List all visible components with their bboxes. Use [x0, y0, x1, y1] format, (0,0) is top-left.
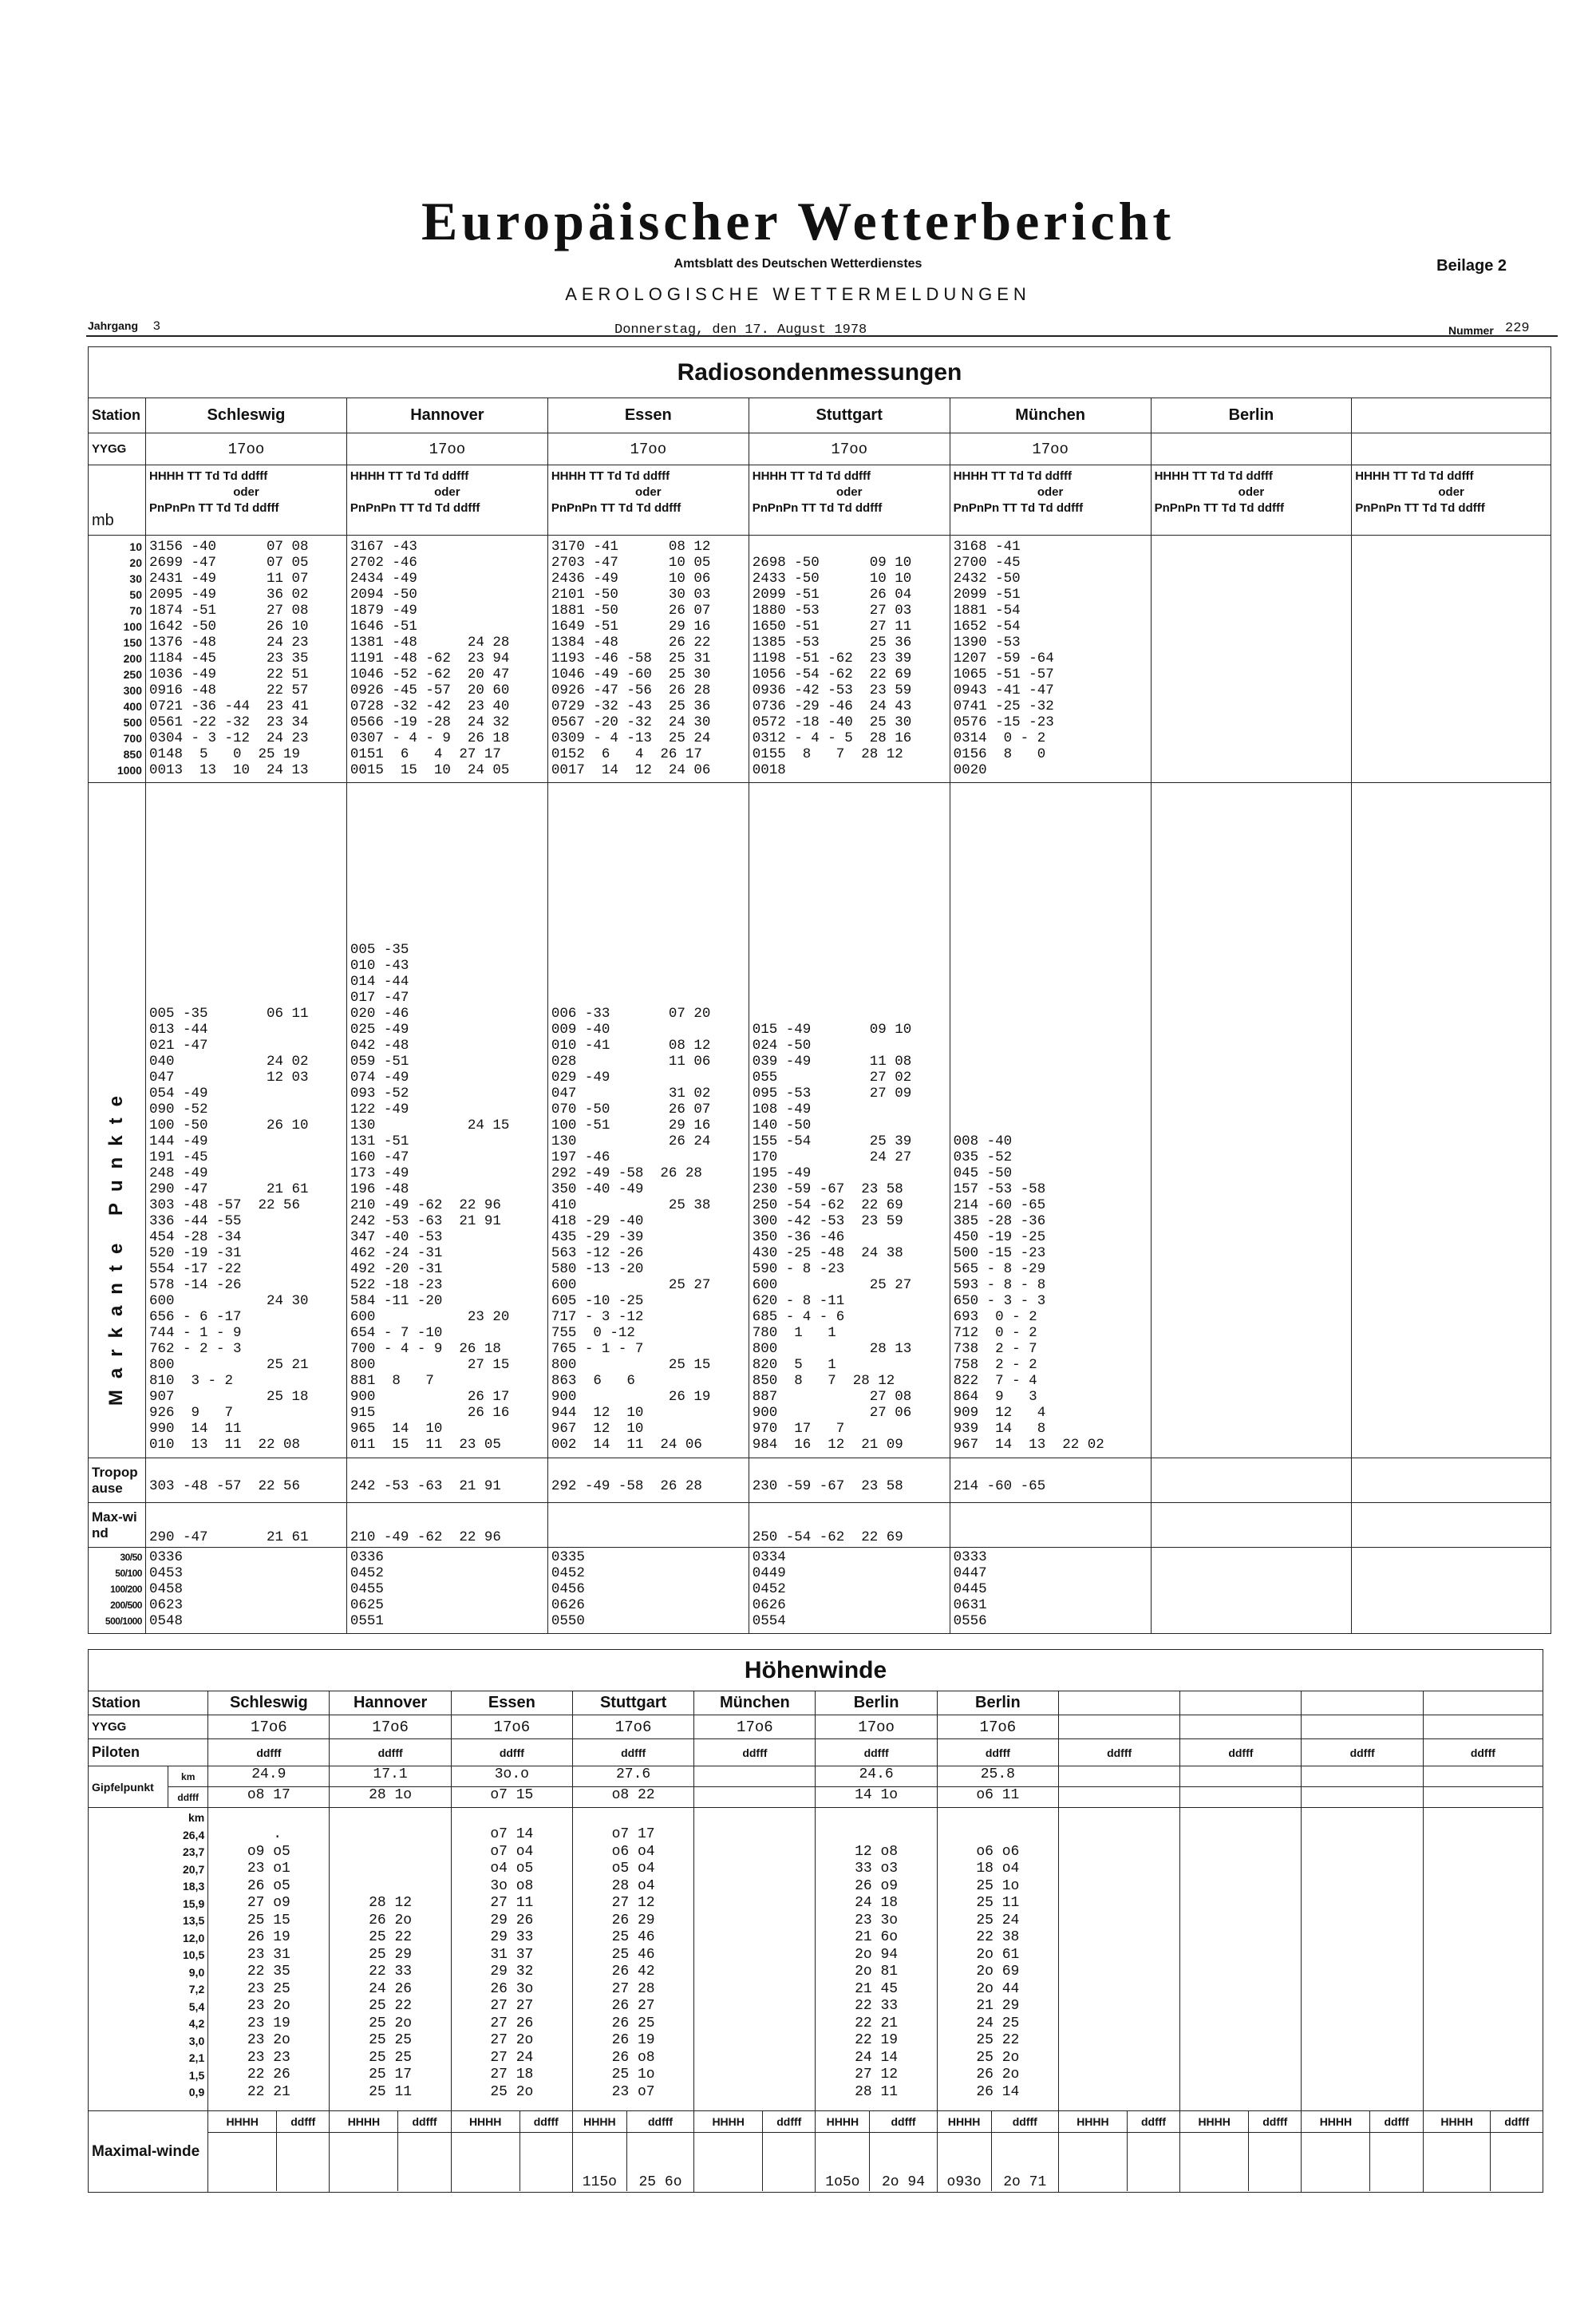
mb-level: 400 — [123, 700, 142, 713]
header-oder: oder — [233, 485, 259, 499]
max-ddfff: 25 6o — [626, 2132, 693, 2191]
hhhh-label: HHHH — [694, 2111, 762, 2132]
ddfff-header: ddfff — [208, 1739, 330, 1766]
hw-column-data — [1058, 1808, 1179, 2111]
markante-punkte-label-cell — [89, 783, 146, 1458]
maxwind-data: 210 -49 -62 22 96 — [346, 1503, 547, 1548]
tropopause-data: 242 -53 -63 21 91 — [346, 1458, 547, 1503]
gipfel-ddfff: o8 17 — [208, 1787, 330, 1808]
mb-level: 10 — [129, 540, 142, 553]
hw-station-name: Hannover — [330, 1691, 451, 1715]
station-name: Hannover — [346, 398, 547, 433]
maxwind-cell — [451, 2111, 572, 2193]
hw-yygg-value: 17oo — [816, 1715, 937, 1739]
nummer-label: Nummer — [1448, 324, 1494, 337]
max-hhhh — [1424, 2132, 1491, 2191]
markante-punkte-data: 008 -40 035 -52 045 -50 157 -53 -58 214 -60 -65 385 -28 -36 450 -19 -25 500 -15 -23 565 - 8 -29 593 - 8 - 8 650 - 3 - 3 693 0 - 2 712 0 - 2 738 2 - 7 758 2 - 2 822 7 - 4 864 9 3 909 12 4 939 14 8 967 14 13 22 02 — [950, 783, 1151, 1458]
hhhh-label: HHHH — [1302, 2111, 1369, 2132]
hw-column-data: . o9 o5 23 o1 26 o5 27 o9 25 15 26 19 23 31 22 35 23 25 23 2o 23 19 23 2o 23 23 22 26 22 21 — [208, 1808, 330, 2111]
hw-column-data: o7 17 o6 o4 o5 o4 28 o4 27 12 26 29 25 46 25 46 26 42 27 28 26 27 26 25 26 19 26 o8 25 1o 23 o7 — [572, 1808, 693, 2111]
maxwind-cell — [330, 2111, 451, 2193]
standard-levels-data: 2698 -50 09 10 2433 -50 10 10 2099 -51 26 04 1880 -53 27 03 1650 -51 27 11 1385 -53 25 36 1198 -51 -62 23 39 1056 -54 -62 22 69 0936 -42 -53 23 59 0736 -29 -46 24 43 0572 -18 -40 25 30 0312 - 4 - 5 28 16 0155 8 7 28 12 0018 — [749, 536, 950, 783]
tropopause-data: 292 -49 -58 26 28 — [547, 1458, 749, 1503]
maxwind-cell — [816, 2111, 937, 2193]
hw-yygg-value: 17o6 — [330, 1715, 451, 1739]
ddfff-label: ddfff — [1249, 2111, 1302, 2132]
yygg-value: 17oo — [547, 433, 749, 465]
gipfel-km-label: km — [168, 1766, 208, 1787]
hw-column-data: 28 12 26 2o 25 22 25 29 22 33 24 26 25 22 25 2o 25 25 25 25 25 17 25 11 — [330, 1808, 451, 2111]
section-title: AEROLOGISCHE WETTERMELDUNGEN — [565, 284, 1031, 304]
header-oder: oder — [836, 485, 863, 499]
maxwind-data — [1352, 1503, 1551, 1548]
ddfff-label: ddfff — [1370, 2111, 1423, 2132]
ddfff-label: ddfff — [277, 2111, 330, 2132]
station-name — [1352, 398, 1551, 433]
yygg-value — [1151, 433, 1352, 465]
gipfel-ddfff — [1302, 1787, 1423, 1808]
hw-station-name — [1180, 1691, 1302, 1715]
hw-yygg-value — [1058, 1715, 1179, 1739]
mb-level: 200 — [123, 652, 142, 665]
tropopause-data — [1151, 1458, 1352, 1503]
radiosonde-table — [88, 346, 1551, 1634]
jahrgang-label: Jahrgang — [88, 319, 139, 332]
hhhh-label: HHHH — [1059, 2111, 1127, 2132]
layer-data: 0335 0452 0456 0626 0550 — [547, 1548, 749, 1634]
maxwind-data — [950, 1503, 1151, 1548]
maxwind-subtable — [1059, 2111, 1179, 2191]
jahrgang-value: 3 — [152, 319, 161, 334]
ddfff-header: ddfff — [572, 1739, 693, 1766]
gipfel-ddfff — [694, 1787, 816, 1808]
ddfff-label: ddfff — [991, 2111, 1058, 2132]
maxwind-subtable — [1302, 2111, 1422, 2191]
standard-levels-data — [1151, 536, 1352, 783]
maxwind-label: Max-wind — [89, 1503, 146, 1548]
maxwind-data — [1151, 1503, 1352, 1548]
ddfff-header: ddfff — [1302, 1739, 1423, 1766]
beilage-label: Beilage 2 — [1436, 257, 1507, 275]
header-line: PnPnPn TT Td Td ddfff — [752, 501, 883, 515]
max-ddfff: 2o 71 — [991, 2132, 1058, 2191]
max-ddfff — [1370, 2132, 1423, 2191]
maxwind-subtable — [1180, 2111, 1301, 2191]
column-header — [145, 465, 346, 536]
hw-station-name: Schleswig — [208, 1691, 330, 1715]
layer-label: 50/100 — [115, 1568, 142, 1579]
gipfel-km — [1423, 1766, 1543, 1787]
maxwind-subtable — [694, 2111, 815, 2191]
ddfff-label: ddfff — [1127, 2111, 1179, 2132]
hhhh-label: HHHH — [330, 2111, 397, 2132]
standard-levels-data: 3156 -40 07 08 2699 -47 07 05 2431 -49 11 07 2095 -49 36 02 1874 -51 27 08 1642 -50 26 10 1376 -48 24 23 1184 -45 23 35 1036 -49 22 51 0916 -48 22 57 0721 -36 -44 23 41 0561 -22 -32 23 34 0304 - 3 -12 24 23 0148 5 0 25 19 0013 13 10 24 13 — [145, 536, 346, 783]
header-line: PnPnPn TT Td Td ddfff — [350, 501, 480, 515]
gipfel-km: 24.9 — [208, 1766, 330, 1787]
header-line: PnPnPn TT Td Td ddfff — [551, 501, 681, 515]
gipfel-km: 24.6 — [816, 1766, 937, 1787]
maxwind-cell — [572, 2111, 693, 2193]
standard-levels-data: 3167 -43 2702 -46 2434 -49 2094 -50 1879 -49 1646 -51 1381 -48 24 28 1191 -48 -62 23 94 1046 -52 -62 20 47 0926 -45 -57 20 60 0728 -32 -42 23 40 0566 -19 -28 24 32 0307 - 4 - 9 26 18 0151 6 4 27 17 0015 15 10 24 05 — [346, 536, 547, 783]
mb-level: 850 — [123, 748, 142, 761]
hw-yygg-value: 17o6 — [572, 1715, 693, 1739]
gipfel-ddfff-label: ddfff — [168, 1787, 208, 1808]
hw-yygg-value: 17o6 — [937, 1715, 1058, 1739]
gipfelpunkt-label: Gipfelpunkt — [89, 1766, 168, 1808]
max-ddfff — [398, 2132, 451, 2191]
maxwind-subtable — [816, 2111, 936, 2191]
gipfel-km: 27.6 — [572, 1766, 693, 1787]
maximalwinde-label: Maximal-winde — [89, 2111, 208, 2193]
hw-station-name — [1423, 1691, 1543, 1715]
maxwind-cell — [1180, 2111, 1302, 2193]
hw-station-name: Stuttgart — [572, 1691, 693, 1715]
max-hhhh — [208, 2132, 276, 2191]
mb-level: 30 — [129, 572, 142, 585]
maxwind-cell — [1058, 2111, 1179, 2193]
markante-punkte-data: 005 -35 010 -43 014 -44 017 -47 020 -46 025 -49 042 -48 059 -51 074 -49 093 -52 122 -49 130 24 15 131 -51 160 -47 173 -49 196 -48 210 -49 -62 22 96 242 -53 -63 21 91 347 -40 -53 462 -24 -31 492 -20 -31 522 -18 -23 584 -11 -20 600 23 20 654 - 7 -10 700 - 4 - 9 26 18 800 27 15 881 8 7 900 26 17 915 26 16 965 14 10 011 15 11 23 05 — [346, 783, 547, 1458]
layer-data — [1352, 1548, 1551, 1634]
markante-punkte-data: 006 -33 07 20 009 -40 010 -41 08 12 028 11 06 029 -49 047 31 02 070 -50 26 07 100 -51 29 16 130 26 24 197 -46 292 -49 -58 26 28 350 -40 -49 410 25 38 418 -29 -40 435 -29 -39 563 -12 -26 580 -13 -20 600 25 27 605 -10 -25 717 - 3 -12 755 0 -12 765 - 1 - 7 800 25 15 863 6 6 900 26 19 944 12 10 967 12 10 002 14 11 24 06 — [547, 783, 749, 1458]
header-line: HHHH TT Td Td ddfff — [1355, 469, 1474, 483]
ddfff-header: ddfff — [694, 1739, 816, 1766]
piloten-label: Piloten — [89, 1739, 208, 1766]
station-name: München — [950, 398, 1151, 433]
gipfel-km — [694, 1766, 816, 1787]
max-hhhh: 115o — [573, 2132, 626, 2191]
gipfel-ddfff: 28 1o — [330, 1787, 451, 1808]
yygg-label: YYGG — [89, 433, 146, 465]
yygg-value — [1352, 433, 1551, 465]
gipfel-ddfff: o8 22 — [572, 1787, 693, 1808]
hw-station-name — [1058, 1691, 1179, 1715]
ddfff-label: ddfff — [1491, 2111, 1543, 2132]
max-ddfff — [1491, 2132, 1543, 2191]
km-header: km — [188, 1811, 205, 1824]
hw-column-data — [694, 1808, 816, 2111]
max-ddfff — [277, 2132, 330, 2191]
hhhh-label: HHHH — [1424, 2111, 1491, 2132]
station-name: Schleswig — [145, 398, 346, 433]
max-hhhh — [1059, 2132, 1127, 2191]
maxwind-cell — [937, 2111, 1058, 2193]
mb-level: 300 — [123, 684, 142, 697]
station-name: Berlin — [1151, 398, 1352, 433]
header-line: PnPnPn TT Td Td ddfff — [1154, 501, 1285, 515]
ddfff-label: ddfff — [519, 2111, 572, 2132]
ddfff-label: ddfff — [398, 2111, 451, 2132]
gipfel-ddfff — [1423, 1787, 1543, 1808]
hw-column-data — [1302, 1808, 1423, 2111]
layer-labels — [89, 1548, 146, 1634]
layer-data: 0334 0449 0452 0626 0554 — [749, 1548, 950, 1634]
yygg-value: 17oo — [145, 433, 346, 465]
jahrgang-row — [88, 319, 160, 334]
header-line: PnPnPn TT Td Td ddfff — [953, 501, 1084, 515]
max-hhhh — [452, 2132, 519, 2191]
mb-level: 500 — [123, 716, 142, 729]
hw-column-data: 12 o8 33 o3 26 o9 24 18 23 3o 21 6o 2o 94 2o 81 21 45 22 33 22 21 22 19 24 14 27 12 28 11 — [816, 1808, 937, 2111]
layer-data — [1151, 1548, 1352, 1634]
header-oder: oder — [1438, 485, 1464, 499]
nummer-value: 229 — [1505, 321, 1530, 336]
km-level-list: 26,4 23,7 20,7 18,3 15,9 13,5 12,0 10,5 9,0 7,2 5,4 4,2 3,0 2,1 1,5 0,9 — [182, 1828, 205, 2098]
ddfff-header: ddfff — [1423, 1739, 1543, 1766]
gipfel-km — [1302, 1766, 1423, 1787]
tropopause-data: 303 -48 -57 22 56 — [145, 1458, 346, 1503]
header-line: HHHH TT Td Td ddfff — [350, 469, 469, 483]
markante-punkte-label: Markante Punkte — [105, 1084, 128, 1406]
maxwind-subtable — [208, 2111, 329, 2191]
mb-level: 700 — [123, 732, 142, 745]
max-ddfff — [1249, 2132, 1302, 2191]
gipfel-km: 3o.o — [451, 1766, 572, 1787]
ddfff-label: ddfff — [870, 2111, 937, 2132]
column-header — [346, 465, 547, 536]
maxwind-cell — [1302, 2111, 1423, 2193]
gipfel-km: 25.8 — [937, 1766, 1058, 1787]
maxwind-subtable — [330, 2111, 450, 2191]
maxwind-data: 290 -47 21 61 — [145, 1503, 346, 1548]
layer-data: 0336 0452 0455 0625 0551 — [346, 1548, 547, 1634]
max-hhhh — [1302, 2132, 1369, 2191]
gipfel-ddfff: o6 11 — [937, 1787, 1058, 1808]
hw-station-name: Essen — [451, 1691, 572, 1715]
mb-label: mb — [89, 465, 146, 536]
header-oder: oder — [1238, 485, 1265, 499]
hhhh-label: HHHH — [938, 2111, 991, 2132]
ddfff-header: ddfff — [1180, 1739, 1302, 1766]
markante-punkte-data — [1352, 783, 1551, 1458]
header-line: HHHH TT Td Td ddfff — [752, 469, 871, 483]
hhhh-label: HHHH — [816, 2111, 869, 2132]
gipfel-km — [1058, 1766, 1179, 1787]
markante-punkte-data: 005 -35 06 11 013 -44 021 -47 040 24 02 047 12 03 054 -49 090 -52 100 -50 26 10 144 -49 191 -45 248 -49 290 -47 21 61 303 -48 -57 22 56 336 -44 -55 454 -28 -34 520 -19 -31 554 -17 -22 578 -14 -26 600 24 30 656 - 6 -17 744 - 1 - 9 762 - 2 - 3 800 25 21 810 3 - 2 907 25 18 926 9 7 990 14 11 010 13 11 22 08 — [145, 783, 346, 1458]
header-oder: oder — [1037, 485, 1064, 499]
layer-data: 0333 0447 0445 0631 0556 — [950, 1548, 1151, 1634]
gipfel-ddfff: 14 1o — [816, 1787, 937, 1808]
hhhh-label: HHHH — [1180, 2111, 1248, 2132]
header-line: HHHH TT Td Td ddfff — [1154, 469, 1273, 483]
gipfel-ddfff — [1058, 1787, 1179, 1808]
markante-punkte-data — [1151, 783, 1352, 1458]
layer-label: 100/200 — [110, 1584, 142, 1595]
layer-data: 0336 0453 0458 0623 0548 — [145, 1548, 346, 1634]
max-hhhh: 1o5o — [816, 2132, 869, 2191]
ddfff-label: ddfff — [626, 2111, 693, 2132]
ddfff-header: ddfff — [816, 1739, 937, 1766]
page-title: Europäischer Wetterbericht — [421, 191, 1175, 251]
ddfff-header: ddfff — [1058, 1739, 1179, 1766]
max-hhhh: o93o — [938, 2132, 991, 2191]
hw-station-label: Station — [89, 1691, 208, 1715]
km-levels — [89, 1808, 208, 2111]
header-line: HHHH TT Td Td ddfff — [551, 469, 670, 483]
station-label: Station — [89, 398, 146, 433]
mb-level: 70 — [129, 604, 142, 617]
header-line: PnPnPn TT Td Td ddfff — [148, 501, 279, 515]
hw-station-name: Berlin — [816, 1691, 937, 1715]
yygg-value: 17oo — [749, 433, 950, 465]
markante-punkte-data: 015 -49 09 10 024 -50 039 -49 11 08 055 27 02 095 -53 27 09 108 -49 140 -50 155 -54 25 39 170 24 27 195 -49 230 -59 -67 23 58 250 -54 -62 22 69 300 -42 -53 23 59 350 -36 -46 430 -25 -48 24 38 590 - 8 -23 600 25 27 620 - 8 -11 685 - 4 - 6 780 1 1 800 28 13 820 5 1 850 8 7 28 12 887 27 08 900 27 06 970 17 7 984 16 12 21 09 — [749, 783, 950, 1458]
hw-column-data — [1423, 1808, 1543, 2111]
hoehenwinde-title: Höhenwinde — [89, 1650, 1543, 1691]
max-hhhh — [330, 2132, 397, 2191]
layer-label: 500/1000 — [105, 1616, 142, 1627]
hw-station-name: Berlin — [937, 1691, 1058, 1715]
hw-column-data: o7 14 o7 o4 o4 o5 3o o8 27 11 29 26 29 33 31 37 29 32 26 3o 27 27 27 26 27 2o 27 24 27 18 25 2o — [451, 1808, 572, 2111]
maxwind-subtable — [573, 2111, 693, 2191]
max-ddfff: 2o 94 — [870, 2132, 937, 2191]
mb-level: 150 — [123, 636, 142, 649]
column-header — [1151, 465, 1352, 536]
tropopause-data: 214 -60 -65 — [950, 1458, 1151, 1503]
hw-yygg-label: YYGG — [89, 1715, 208, 1739]
column-header — [950, 465, 1151, 536]
hhhh-label: HHHH — [573, 2111, 626, 2132]
header-line: PnPnPn TT Td Td ddfff — [1355, 501, 1485, 515]
gipfel-km — [1180, 1766, 1302, 1787]
ddfff-label: ddfff — [763, 2111, 816, 2132]
maxwind-data — [547, 1503, 749, 1548]
standard-levels-data — [1352, 536, 1551, 783]
maxwind-subtable — [938, 2111, 1058, 2191]
hw-column-data — [1180, 1808, 1302, 2111]
mb-level: 50 — [129, 588, 142, 601]
yygg-value: 17oo — [346, 433, 547, 465]
hw-yygg-value — [1180, 1715, 1302, 1739]
hw-yygg-value — [1302, 1715, 1423, 1739]
header-oder: oder — [434, 485, 460, 499]
header-line: HHHH TT Td Td ddfff — [953, 469, 1072, 483]
hhhh-label: HHHH — [208, 2111, 276, 2132]
hw-yygg-value: 17o6 — [694, 1715, 816, 1739]
tropopause-data — [1352, 1458, 1551, 1503]
layer-label: 200/500 — [110, 1600, 142, 1611]
max-hhhh — [1180, 2132, 1248, 2191]
subtitle: Amtsblatt des Deutschen Wetterdienstes — [674, 257, 922, 271]
ddfff-header: ddfff — [330, 1739, 451, 1766]
maxwind-cell — [694, 2111, 816, 2193]
standard-levels-data: 3168 -41 2700 -45 2432 -50 2099 -51 1881 -54 1652 -54 1390 -53 1207 -59 -64 1065 -51 -57 0943 -41 -47 0741 -25 -32 0576 -15 -23 0314 0 - 2 0156 8 0 0020 — [950, 536, 1151, 783]
max-ddfff — [519, 2132, 572, 2191]
maxwind-subtable — [1424, 2111, 1543, 2191]
station-name: Essen — [547, 398, 749, 433]
yygg-value: 17oo — [950, 433, 1151, 465]
hoehenwinde-table — [88, 1649, 1543, 2193]
max-ddfff — [1127, 2132, 1179, 2191]
tropopause-label: Tropopause — [89, 1458, 146, 1503]
standard-levels-data: 3170 -41 08 12 2703 -47 10 05 2436 -49 10 06 2101 -50 30 03 1881 -50 26 07 1649 -51 29 16 1384 -48 26 22 1193 -46 -58 25 31 1046 -49 -60 25 30 0926 -47 -56 26 28 0729 -32 -43 25 36 0567 -20 -32 24 30 0309 - 4 -13 25 24 0152 6 4 26 17 0017 14 12 24 06 — [547, 536, 749, 783]
header-line: HHHH TT Td Td ddfff — [148, 469, 268, 483]
ddfff-header: ddfff — [937, 1739, 1058, 1766]
layer-label: 30/50 — [120, 1552, 142, 1563]
mb-level: 1000 — [117, 764, 142, 777]
mb-level: 100 — [123, 620, 142, 633]
gipfel-ddfff — [1180, 1787, 1302, 1808]
hw-column-data: o6 o6 18 o4 25 1o 25 11 25 24 22 38 2o 61 2o 69 2o 44 21 29 24 25 25 22 25 2o 26 2o 26 14 — [937, 1808, 1058, 2111]
column-header — [547, 465, 749, 536]
hw-yygg-value: 17o6 — [208, 1715, 330, 1739]
radiosonde-title: Radiosondenmessungen — [89, 347, 1551, 398]
maxwind-cell — [1423, 2111, 1543, 2193]
hw-station-name — [1302, 1691, 1423, 1715]
hw-yygg-value — [1423, 1715, 1543, 1739]
maxwind-cell — [208, 2111, 330, 2193]
hhhh-label: HHHH — [452, 2111, 519, 2132]
gipfel-ddfff: o7 15 — [451, 1787, 572, 1808]
maxwind-subtable — [452, 2111, 572, 2191]
maxwind-data: 250 -54 -62 22 69 — [749, 1503, 950, 1548]
gipfel-km: 17.1 — [330, 1766, 451, 1787]
tropopause-data: 230 -59 -67 23 58 — [749, 1458, 950, 1503]
issue-date: Donnerstag, den 17. August 1978 — [614, 322, 867, 338]
max-hhhh — [694, 2132, 762, 2191]
column-header — [749, 465, 950, 536]
max-ddfff — [763, 2132, 816, 2191]
mb-level: 20 — [129, 556, 142, 569]
mb-levels — [89, 536, 146, 783]
hw-station-name: München — [694, 1691, 816, 1715]
mb-level: 250 — [123, 668, 142, 681]
column-header — [1352, 465, 1551, 536]
header-rule — [86, 335, 1558, 337]
hw-yygg-value: 17o6 — [451, 1715, 572, 1739]
station-name: Stuttgart — [749, 398, 950, 433]
ddfff-header: ddfff — [451, 1739, 572, 1766]
header-oder: oder — [635, 485, 662, 499]
